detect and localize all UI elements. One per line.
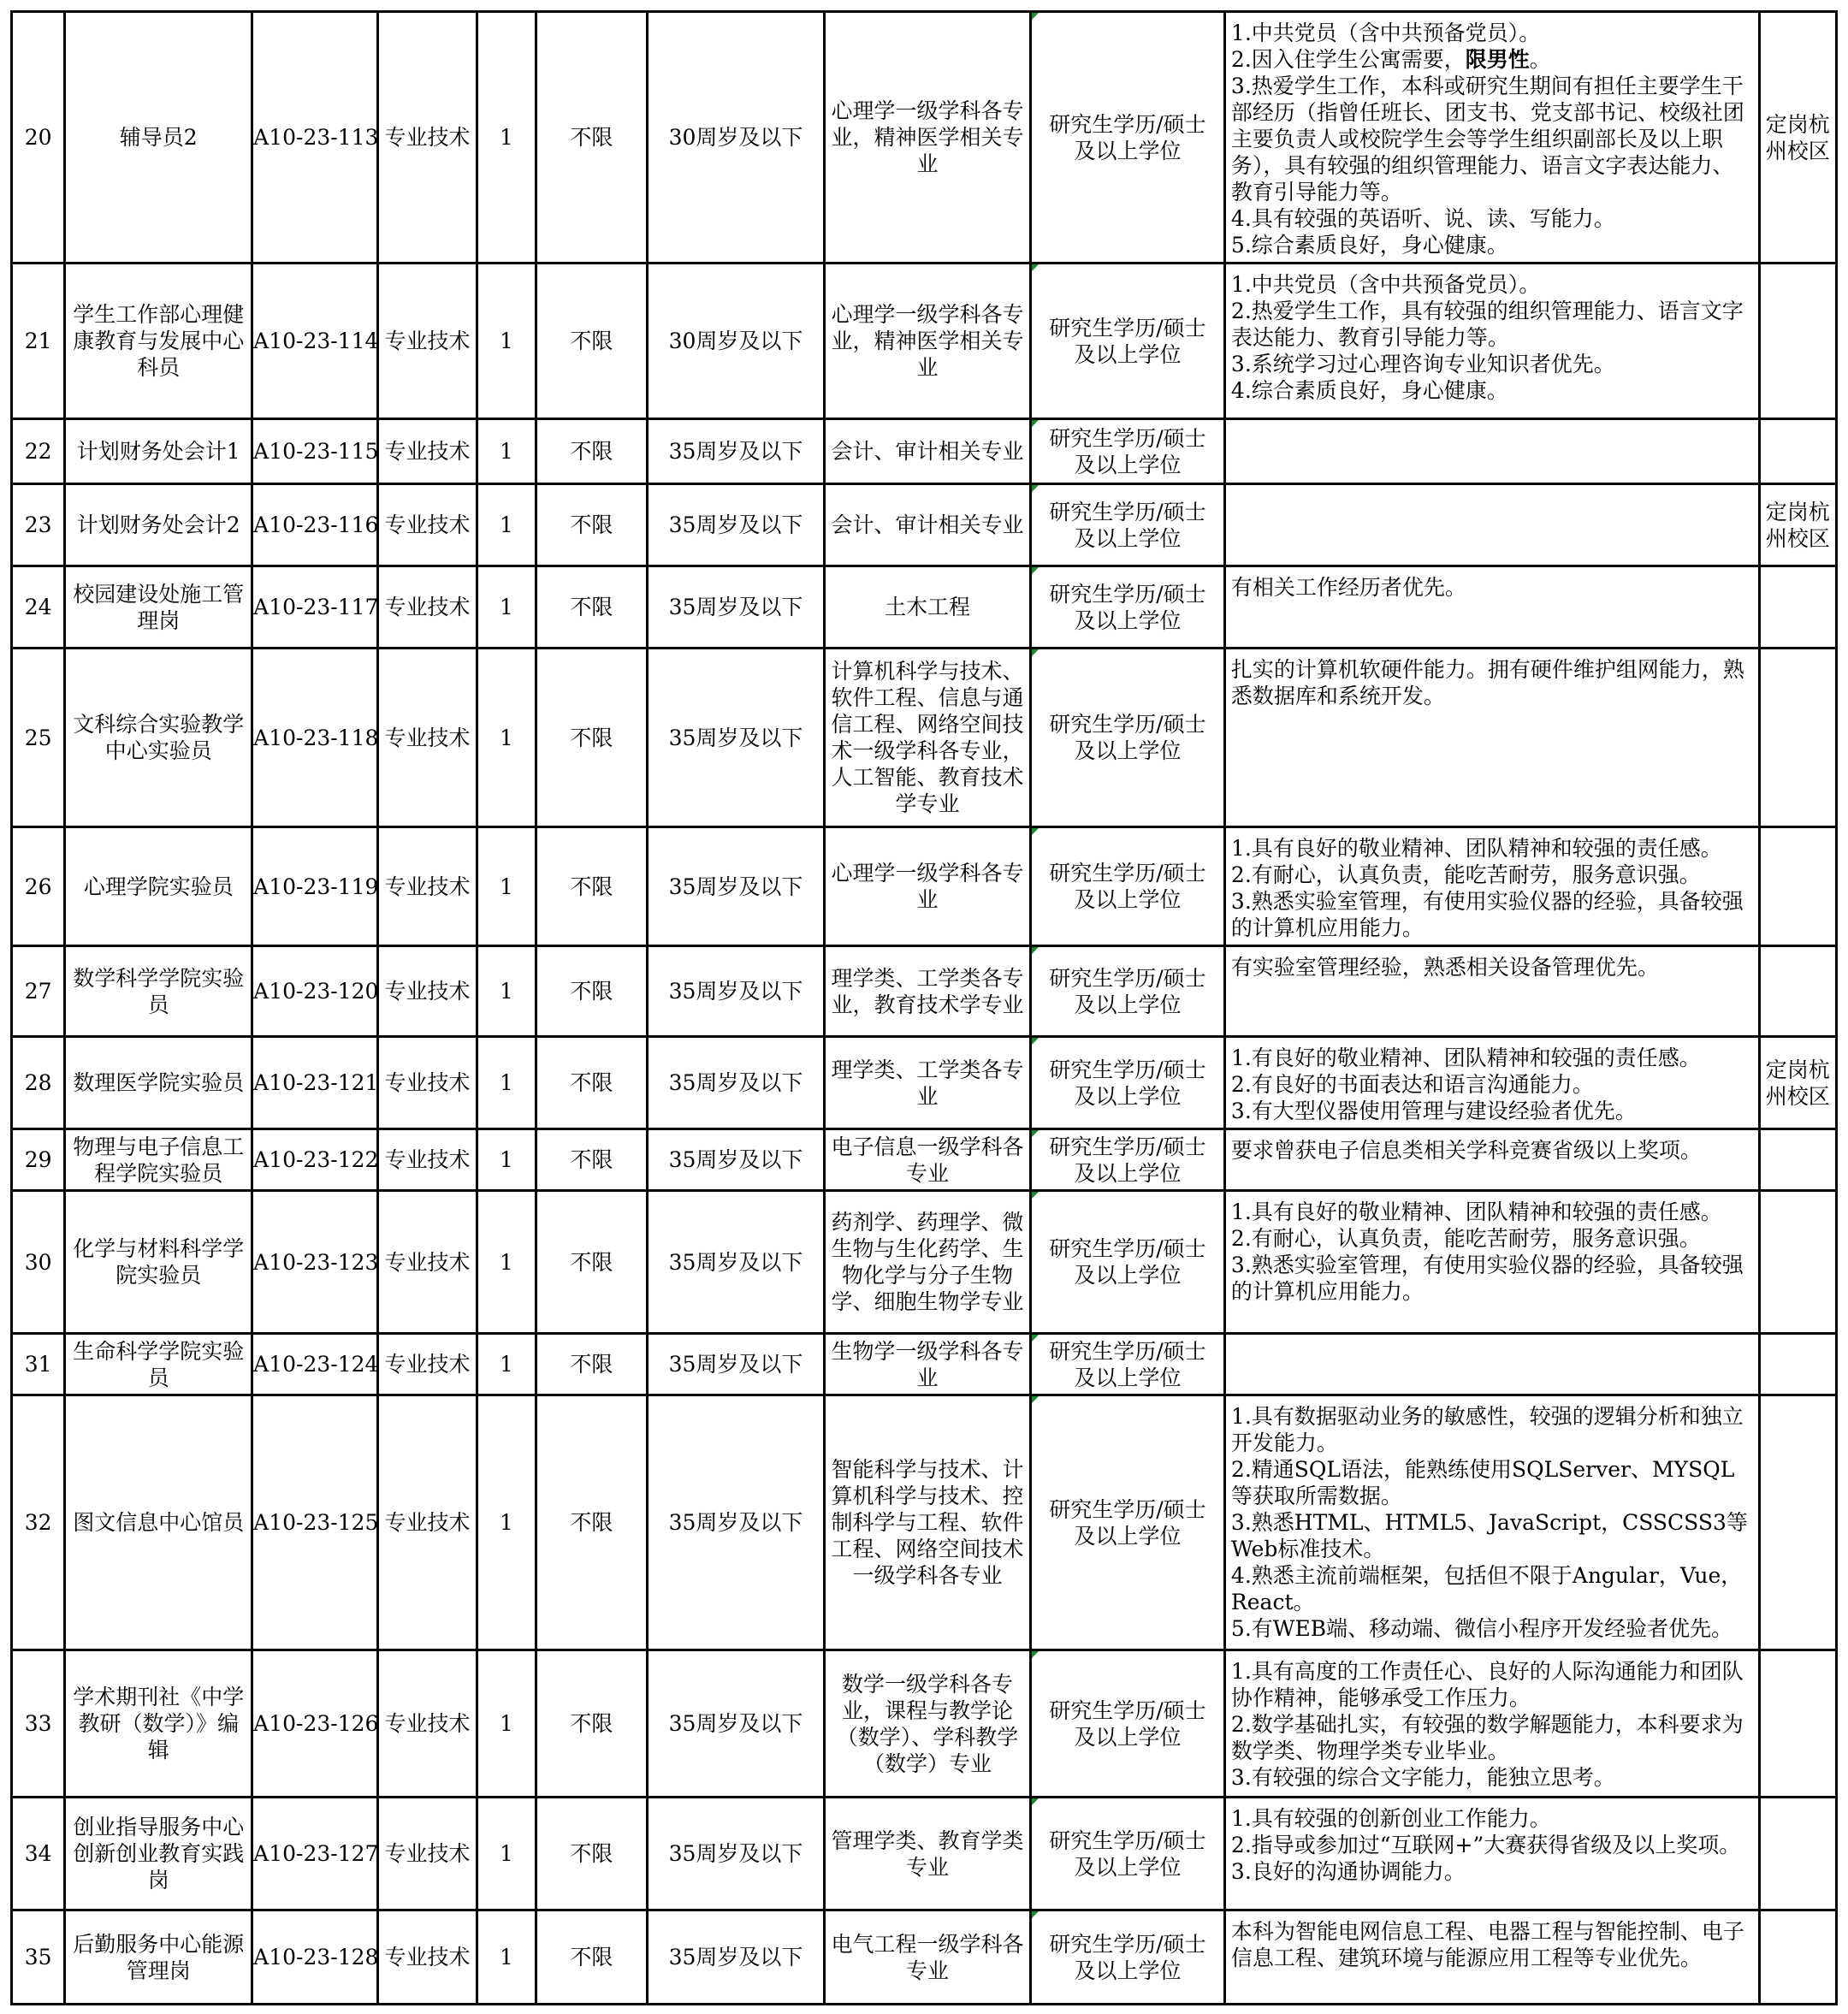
major-requirement: 心理学一级学科各专业，精神医学相关专业 [824,12,1030,264]
gender-requirement: 不限 [536,1037,648,1129]
hire-count: 1 [477,1910,536,2005]
post-category: 专业技术 [377,1798,477,1910]
education-requirement: 研究生学历/硕士及以上学位 [1030,1798,1224,1910]
age-requirement: 30周岁及以下 [648,12,825,264]
other-requirements [1224,1334,1759,1395]
hire-count: 1 [477,946,536,1037]
age-requirement: 35周岁及以下 [648,946,825,1037]
major-requirement: 管理学类、教育学类专业 [824,1798,1030,1910]
other-requirements [1224,649,1759,827]
post-code: A10-23-126 [252,1650,378,1798]
post-code: A10-23-123 [252,1191,378,1334]
hire-count: 1 [477,1798,536,1910]
gender-requirement: 不限 [536,12,648,264]
recruitment-table [10,10,1838,2005]
hire-count: 1 [477,1191,536,1334]
row-number: 27 [12,946,65,1037]
table-row [12,419,1837,484]
post-category: 专业技术 [377,1910,477,2005]
post-code: A10-23-125 [252,1395,378,1650]
hire-count: 1 [477,1129,536,1191]
remark [1759,1910,1836,2005]
post-name: 化学与材料科学学院实验员 [65,1191,252,1334]
hire-count: 1 [477,1395,536,1650]
age-requirement: 35周岁及以下 [648,1650,825,1798]
other-requirements [1224,264,1759,419]
other-requirements [1224,827,1759,946]
major-requirement: 心理学一级学科各专业，精神医学相关专业 [824,264,1030,419]
major-requirement: 电气工程一级学科各专业 [824,1910,1030,2005]
table-row [12,264,1837,419]
age-requirement: 35周岁及以下 [648,827,825,946]
row-number: 20 [12,12,65,264]
education-requirement: 研究生学历/硕士及以上学位 [1030,649,1224,827]
requirement-highlight: 限男性 [1465,47,1530,72]
table-row [12,12,1837,264]
major-requirement: 电子信息一级学科各专业 [824,1129,1030,1191]
education-requirement: 研究生学历/硕士及以上学位 [1030,484,1224,566]
other-requirements [1224,419,1759,484]
requirement-text: 1.具有良好的敬业精神、团队精神和较强的责任感。 2.有耐心，认真负责，能吃苦耐劳，服务意识强。 3.熟悉实验室管理，有使用实验仪器的经验，具备较强的计算机应用能力。 [1230,1200,1744,1304]
table-row [12,1650,1837,1798]
gender-requirement: 不限 [536,566,648,649]
requirement-text: 1.有良好的敬业精神、团队精神和较强的责任感。 2.有良好的书面表达和语言沟通能力。 3.有大型仪器使用管理与建设经验者优先。 [1230,1046,1701,1123]
other-requirements [1224,946,1759,1037]
post-code: A10-23-113 [252,12,378,264]
hire-count: 1 [477,827,536,946]
remark: 定岗杭州校区 [1759,484,1836,566]
post-name: 数学科学学院实验员 [65,946,252,1037]
table-row [12,1129,1837,1191]
post-category: 专业技术 [377,1037,477,1129]
remark [1759,1334,1836,1395]
table-row [12,1191,1837,1334]
requirement-text: 本科为智能电网信息工程、电器工程与智能控制、电子信息工程、建筑环境与能源应用工程等专业优先。 [1230,1919,1744,1970]
post-category: 专业技术 [377,484,477,566]
major-requirement: 理学类、工学类各专业，教育技术学专业 [824,946,1030,1037]
hire-count: 1 [477,1650,536,1798]
education-requirement: 研究生学历/硕士及以上学位 [1030,264,1224,419]
remark [1759,1191,1836,1334]
post-name: 图文信息中心馆员 [65,1395,252,1650]
hire-count: 1 [477,649,536,827]
post-category: 专业技术 [377,649,477,827]
remark [1759,419,1836,484]
post-code: A10-23-121 [252,1037,378,1129]
post-code: A10-23-118 [252,649,378,827]
remark [1759,1129,1836,1191]
post-category: 专业技术 [377,827,477,946]
table-row [12,566,1837,649]
row-number: 30 [12,1191,65,1334]
requirement-text: 1.具有数据驱动业务的敏感性，较强的逻辑分析和独立开发能力。 2.精通SQL语法，能熟练使用SQLServer、MYSQL等获取所需数据。 3.熟悉HTML、HTML5、JavaScript，CSSCSS3等Web标准技术。 4.熟悉主流前端框架，包括但不限于Angular，Vue，React。 5.有WEB端、移动端、微信小程序开发经验者优先。 [1230,1404,1748,1641]
remark [1759,827,1836,946]
age-requirement: 35周岁及以下 [648,1191,825,1334]
hire-count: 1 [477,484,536,566]
remark [1759,1395,1836,1650]
post-code: A10-23-128 [252,1910,378,2005]
row-number: 29 [12,1129,65,1191]
gender-requirement: 不限 [536,484,648,566]
post-category: 专业技术 [377,946,477,1037]
major-requirement: 智能科学与技术、计算机科学与技术、控制科学与工程、软件工程、网络空间技术一级学科各专业 [824,1395,1030,1650]
post-code: A10-23-117 [252,566,378,649]
major-requirement: 生物学一级学科各专业 [824,1334,1030,1395]
age-requirement: 35周岁及以下 [648,1395,825,1650]
requirement-text: 1.具有良好的敬业精神、团队精神和较强的责任感。 2.有耐心，认真负责，能吃苦耐劳，服务意识强。 3.熟悉实验室管理，有使用实验仪器的经验，具备较强的计算机应用能力。 [1230,836,1744,940]
education-requirement: 研究生学历/硕士及以上学位 [1030,1334,1224,1395]
post-name: 学术期刊社《中学教研（数学）》编辑 [65,1650,252,1798]
post-category: 专业技术 [377,1334,477,1395]
requirement-text: 1.中共党员（含中共预备党员）。 2.因入住学生公寓需要， [1230,21,1541,72]
requirement-text: 1.具有较强的创新创业工作能力。 2.指导或参加过“互联网+”大赛获得省级及以上奖项。 3.良好的沟通协调能力。 [1230,1806,1741,1884]
education-requirement: 研究生学历/硕士及以上学位 [1030,12,1224,264]
education-requirement: 研究生学历/硕士及以上学位 [1030,1650,1224,1798]
post-code: A10-23-124 [252,1334,378,1395]
education-requirement: 研究生学历/硕士及以上学位 [1030,566,1224,649]
post-code: A10-23-115 [252,419,378,484]
post-code: A10-23-127 [252,1798,378,1910]
age-requirement: 35周岁及以下 [648,484,825,566]
education-requirement: 研究生学历/硕士及以上学位 [1030,1037,1224,1129]
major-requirement: 会计、审计相关专业 [824,419,1030,484]
remark [1759,649,1836,827]
row-number: 21 [12,264,65,419]
age-requirement: 35周岁及以下 [648,566,825,649]
requirement-text: 扎实的计算机软硬件能力。拥有硬件维护组网能力，熟悉数据库和系统开发。 [1230,657,1744,708]
requirement-text: 要求曾获电子信息类相关学科竞赛省级以上奖项。 [1230,1138,1702,1163]
post-name: 物理与电子信息工程学院实验员 [65,1129,252,1191]
requirement-text: 1.具有高度的工作责任心、良好的人际沟通能力和团队协作精神，能够承受工作压力。 2.数学基础扎实，有较强的数学解题能力，本科要求为数学类、物理学类专业毕业。 3.有较强的综合文字能力，能独立思考。 [1230,1659,1744,1790]
post-name: 学生工作部心理健康教育与发展中心科员 [65,264,252,419]
major-requirement: 心理学一级学科各专业 [824,827,1030,946]
gender-requirement: 不限 [536,1191,648,1334]
row-number: 31 [12,1334,65,1395]
row-number: 25 [12,649,65,827]
table-row [12,1910,1837,2005]
requirement-text-continued: 。 3.热爱学生工作，本科或研究生期间有担任主要学生干部经历（指曾任班长、团支书、党支部书记、校级社团主要负责人或校院学生会等学生组织副部长及以上职务），具有较强的组织管理能力、语言文字表达能力、教育引导能力等。 4.具有较强的英语听、说、读、写能力。 5.综合素质良好，身心健康。 [1230,47,1744,258]
hire-count: 1 [477,12,536,264]
gender-requirement: 不限 [536,649,648,827]
post-name: 数理医学院实验员 [65,1037,252,1129]
remark [1759,946,1836,1037]
table-body [12,12,1837,2005]
age-requirement: 35周岁及以下 [648,1129,825,1191]
gender-requirement: 不限 [536,827,648,946]
age-requirement: 35周岁及以下 [648,649,825,827]
post-name: 计划财务处会计2 [65,484,252,566]
other-requirements [1224,1650,1759,1798]
gender-requirement: 不限 [536,1798,648,1910]
major-requirement: 土木工程 [824,566,1030,649]
other-requirements [1224,12,1759,264]
gender-requirement: 不限 [536,1129,648,1191]
row-number: 28 [12,1037,65,1129]
hire-count: 1 [477,419,536,484]
table-row [12,649,1837,827]
age-requirement: 35周岁及以下 [648,1334,825,1395]
row-number: 33 [12,1650,65,1798]
remark: 定岗杭州校区 [1759,12,1836,264]
post-name: 校园建设处施工管理岗 [65,566,252,649]
age-requirement: 35周岁及以下 [648,1910,825,2005]
post-category: 专业技术 [377,264,477,419]
post-name: 计划财务处会计1 [65,419,252,484]
post-category: 专业技术 [377,566,477,649]
hire-count: 1 [477,566,536,649]
major-requirement: 会计、审计相关专业 [824,484,1030,566]
education-requirement: 研究生学历/硕士及以上学位 [1030,827,1224,946]
post-category: 专业技术 [377,1191,477,1334]
row-number: 35 [12,1910,65,2005]
major-requirement: 数学一级学科各专业，课程与教学论（数学）、学科教学（数学）专业 [824,1650,1030,1798]
post-code: A10-23-120 [252,946,378,1037]
post-name: 辅导员2 [65,12,252,264]
other-requirements [1224,484,1759,566]
major-requirement: 理学类、工学类各专业 [824,1037,1030,1129]
post-code: A10-23-122 [252,1129,378,1191]
table-row [12,1798,1837,1910]
other-requirements [1224,1910,1759,2005]
other-requirements [1224,1798,1759,1910]
education-requirement: 研究生学历/硕士及以上学位 [1030,419,1224,484]
table-row [12,1334,1837,1395]
major-requirement: 计算机科学与技术、软件工程、信息与通信工程、网络空间技术一级学科各专业，人工智能、教育技术学专业 [824,649,1030,827]
table-row [12,946,1837,1037]
other-requirements [1224,1129,1759,1191]
post-name: 创业指导服务中心创新创业教育实践岗 [65,1798,252,1910]
other-requirements [1224,566,1759,649]
major-requirement: 药剂学、药理学、微生物与生化药学、生物化学与分子生物学、细胞生物学专业 [824,1191,1030,1334]
other-requirements [1224,1037,1759,1129]
remark [1759,264,1836,419]
post-code: A10-23-114 [252,264,378,419]
gender-requirement: 不限 [536,1650,648,1798]
age-requirement: 35周岁及以下 [648,419,825,484]
gender-requirement: 不限 [536,1334,648,1395]
remark [1759,1650,1836,1798]
age-requirement: 35周岁及以下 [648,1798,825,1910]
education-requirement: 研究生学历/硕士及以上学位 [1030,1395,1224,1650]
table-row [12,1395,1837,1650]
post-category: 专业技术 [377,12,477,264]
gender-requirement: 不限 [536,1910,648,2005]
gender-requirement: 不限 [536,946,648,1037]
gender-requirement: 不限 [536,419,648,484]
education-requirement: 研究生学历/硕士及以上学位 [1030,1910,1224,2005]
post-name: 文科综合实验教学中心实验员 [65,649,252,827]
row-number: 24 [12,566,65,649]
row-number: 22 [12,419,65,484]
row-number: 32 [12,1395,65,1650]
post-category: 专业技术 [377,1650,477,1798]
post-name: 心理学院实验员 [65,827,252,946]
post-name: 后勤服务中心能源管理岗 [65,1910,252,2005]
row-number: 23 [12,484,65,566]
table-row [12,827,1837,946]
post-name: 生命科学学院实验员 [65,1334,252,1395]
post-code: A10-23-116 [252,484,378,566]
table-row [12,484,1837,566]
remark: 定岗杭州校区 [1759,1037,1836,1129]
post-category: 专业技术 [377,419,477,484]
education-requirement: 研究生学历/硕士及以上学位 [1030,946,1224,1037]
gender-requirement: 不限 [536,264,648,419]
hire-count: 1 [477,1037,536,1129]
row-number: 26 [12,827,65,946]
age-requirement: 30周岁及以下 [648,264,825,419]
row-number: 34 [12,1798,65,1910]
other-requirements [1224,1395,1759,1650]
requirement-text: 有相关工作经历者优先。 [1230,575,1466,600]
requirement-text: 1.中共党员（含中共预备党员）。 2.热爱学生工作，具有较强的组织管理能力、语言文字表达能力、教育引导能力等。 3.系统学习过心理咨询专业知识者优先。 4.综合素质良好，身心健康。 [1230,272,1744,403]
post-code: A10-23-119 [252,827,378,946]
post-category: 专业技术 [377,1395,477,1650]
post-category: 专业技术 [377,1129,477,1191]
other-requirements [1224,1191,1759,1334]
education-requirement: 研究生学历/硕士及以上学位 [1030,1129,1224,1191]
education-requirement: 研究生学历/硕士及以上学位 [1030,1191,1224,1334]
requirement-text: 有实验室管理经验，熟悉相关设备管理优先。 [1230,955,1659,980]
age-requirement: 35周岁及以下 [648,1037,825,1129]
remark [1759,1798,1836,1910]
remark [1759,566,1836,649]
hire-count: 1 [477,264,536,419]
gender-requirement: 不限 [536,1395,648,1650]
hire-count: 1 [477,1334,536,1395]
table-row [12,1037,1837,1129]
